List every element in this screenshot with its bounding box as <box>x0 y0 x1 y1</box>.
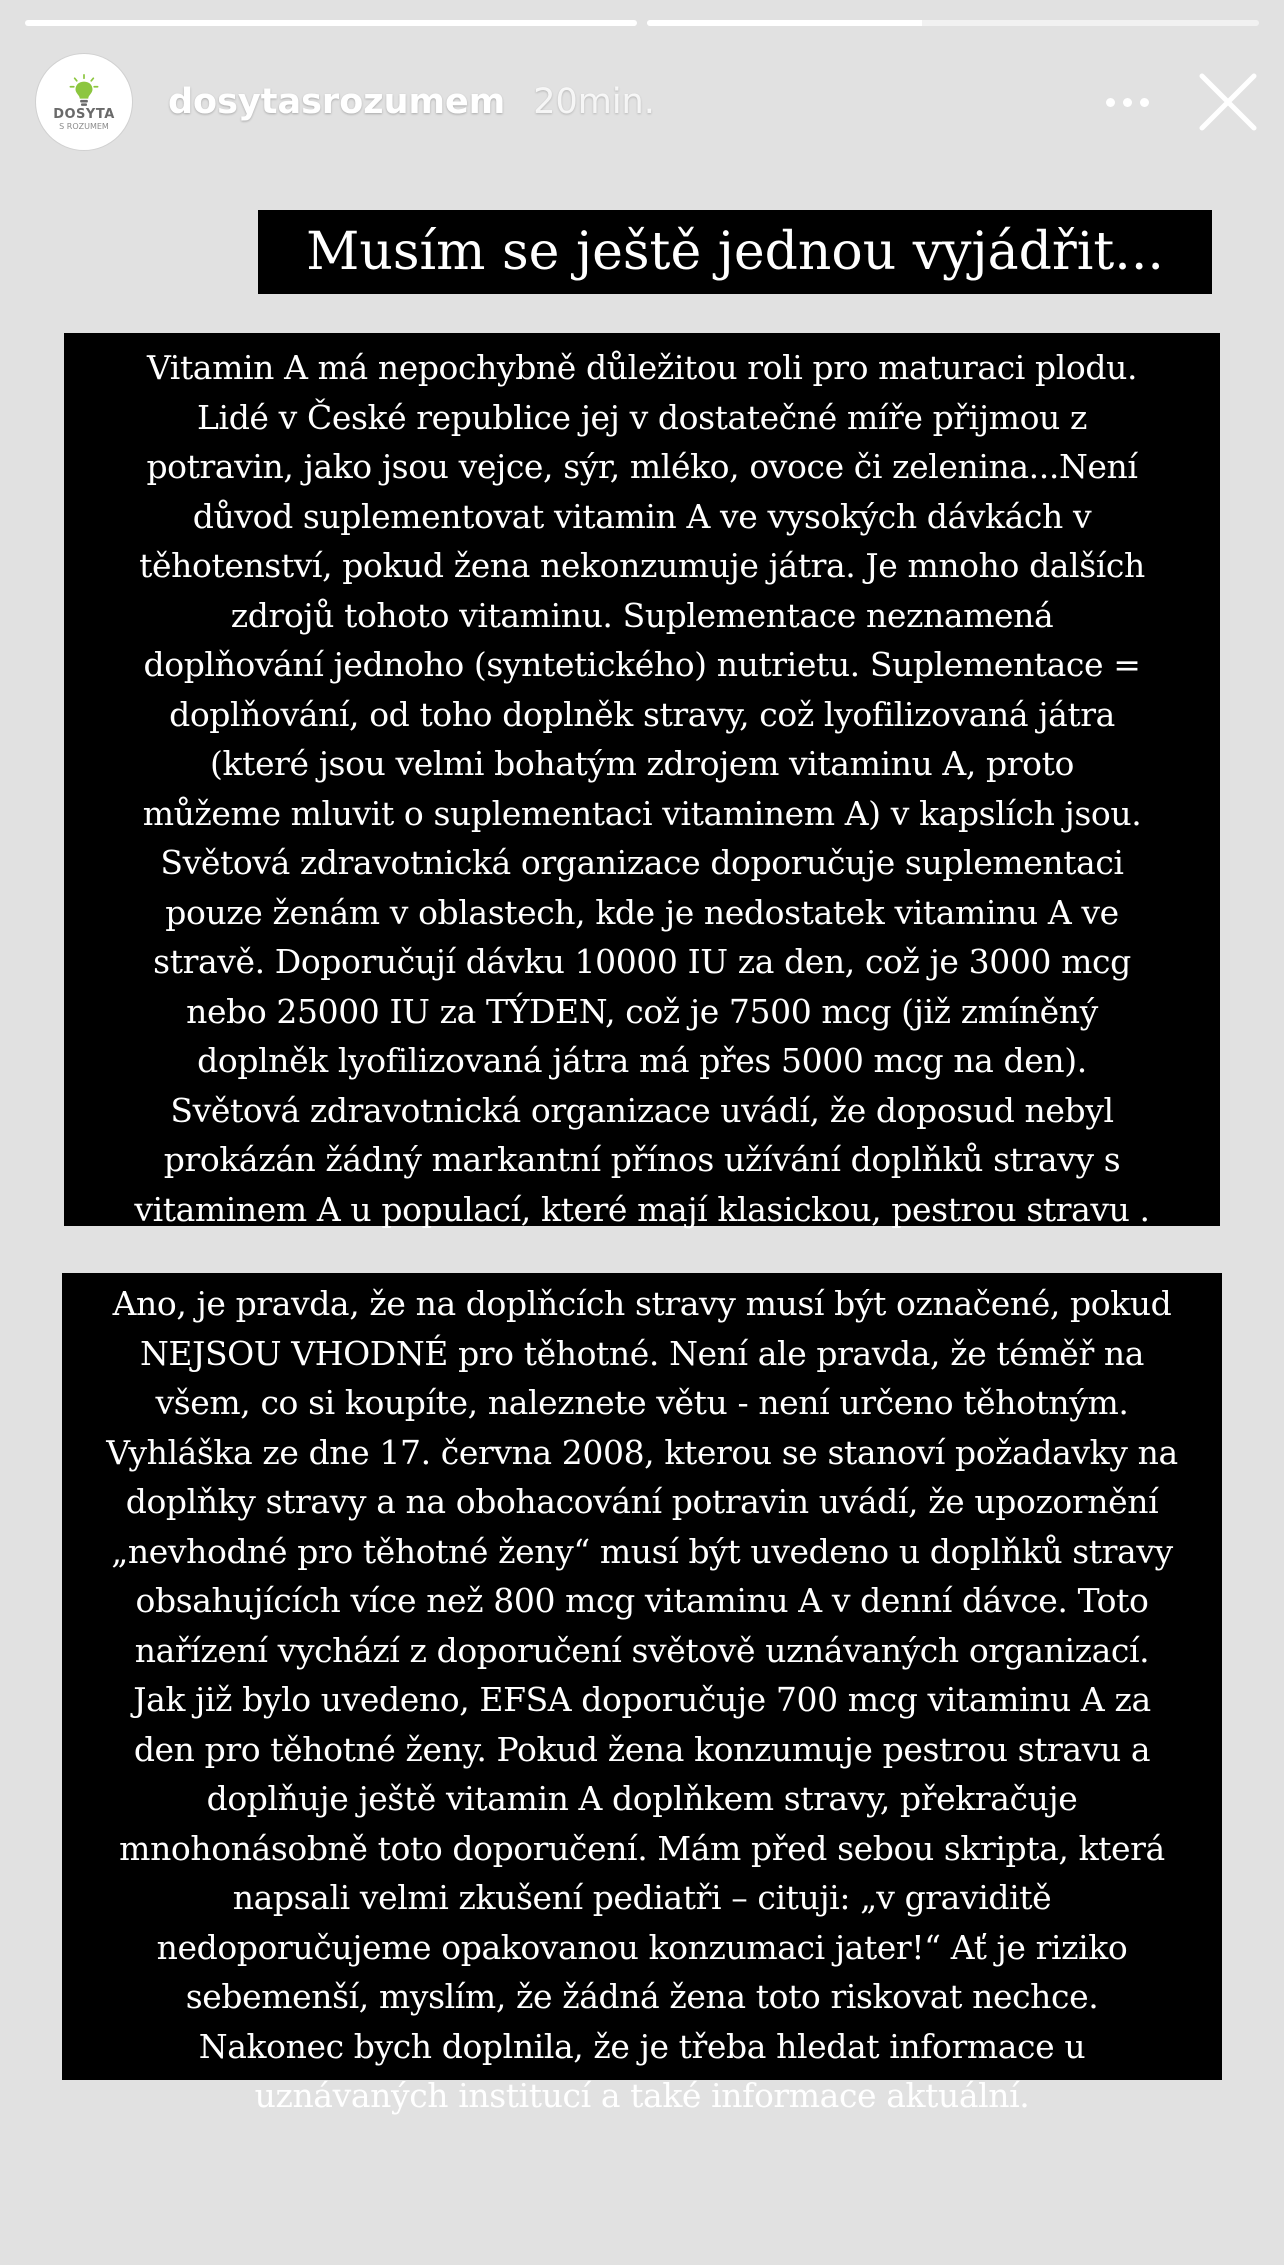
text-line: doplňky stravy a na obohacování potravin uvádí, že upozornění <box>125 1482 1159 1521</box>
text-line: Vitamin A má nepochybně důležitou roli pro maturaci plodu. <box>146 348 1138 387</box>
text-line: obsahujících více než 800 mcg vitaminu A v denní dávce. Toto <box>135 1581 1149 1620</box>
text-line: napsali velmi zkušení pediatři – cituji: „v graviditě <box>232 1878 1052 1917</box>
text-line: Světová zdravotnická organizace doporučuje suplementaci <box>160 843 1124 882</box>
text-line: NEJSOU VHODNÉ pro těhotné. Není ale pravda, že téměř na <box>139 1333 1145 1373</box>
text-line: Lidé v České republice jej v dostatečné míře přijmou z <box>197 397 1087 437</box>
text-line: Nakonec bych doplnila, že je třeba hledat informace u <box>198 2026 1086 2066</box>
story-progress-segment <box>647 20 1259 26</box>
lightbulb-logo-icon <box>67 74 101 108</box>
text-block-supplements <box>62 1273 1222 2115</box>
text-line: (které jsou velmi bohatým zdrojem vitaminu A, proto <box>210 744 1074 783</box>
text-line: Vyhláška ze dne 17. června 2008, kterou se stanoví požadavky na <box>106 1432 1178 1472</box>
post-time: 20min. <box>533 82 655 122</box>
text-line: můžeme mluvit o suplementaci vitaminem A) v kapslích jsou. <box>142 793 1142 833</box>
story-progress-fill <box>647 20 922 26</box>
more-dots-icon <box>1106 98 1115 107</box>
story-progress <box>25 20 1259 26</box>
text-line: zdrojů tohoto vitaminu. Suplementace neznamená <box>230 595 1054 635</box>
story-header <box>36 54 1260 150</box>
text-line: důvod suplementovat vitamin A ve vysokých dávkách v <box>192 496 1092 536</box>
more-options-button[interactable] <box>1092 72 1162 132</box>
text-line: nedoporučujeme opakovanou konzumaci jater!“ Ať je riziko <box>156 1927 1128 1967</box>
text-line: doplněk lyofilizovaná játra má přes 5000 mcg na den). <box>197 1041 1087 1080</box>
story-progress-fill <box>25 20 637 26</box>
text-block-vitamin-a <box>64 333 1220 1229</box>
text-line: pouze ženám v oblastech, kde je nedostatek vitaminu A ve <box>165 892 1119 932</box>
text-line: potravin, jako jsou vejce, sýr, mléko, ovoce či zelenina...Není <box>146 447 1138 486</box>
text-line: doplňuje ještě vitamin A doplňkem stravy, překračuje <box>206 1779 1078 1818</box>
text-line: doplňování, od toho doplněk stravy, což lyofilizovaná játra <box>169 694 1115 734</box>
text-line: prokázán žádný markantní přínos užívání doplňků stravy s <box>163 1140 1121 1179</box>
close-icon <box>1198 72 1258 132</box>
story-progress-segment <box>25 20 637 26</box>
text-line: „nevhodné pro těhotné ženy“ musí být uvedeno u doplňků stravy <box>111 1531 1173 1571</box>
text-line: sebemenší, myslím, že žádná žena toto riskovat nechce. <box>185 1977 1099 2016</box>
text-line: uznávaných institucí a také informace aktuální. <box>254 2076 1030 2115</box>
text-line: všem, co si koupíte, naleznete větu - není určeno těhotným. <box>155 1383 1129 1422</box>
text-line: doplňování jednoho (syntetického) nutrietu. Suplementace = <box>143 645 1141 684</box>
avatar-brand-text: DOSYTA <box>53 106 115 122</box>
avatar-sub-text: S ROZUMEM <box>59 121 109 131</box>
avatar[interactable] <box>36 54 132 150</box>
text-line: mnohonásobně toto doporučení. Mám před sebou skripta, která <box>119 1828 1165 1868</box>
text-line: nebo 25000 IU za TÝDEN, což je 7500 mcg (již zmíněný <box>186 991 1098 1031</box>
text-line: Jak již bylo uvedeno, EFSA doporučuje 700 mcg vitaminu A za <box>133 1680 1151 1719</box>
text-line: stravě. Doporučují dávku 10000 IU za den, což je 3000 mcg <box>153 942 1131 981</box>
close-button[interactable] <box>1196 70 1260 134</box>
text-line: těhotenství, pokud žena nekonzumuje játra. Je mnoho dalších <box>139 546 1145 585</box>
text-line: Ano, je pravda, že na doplňcích stravy musí být označené, pokud <box>112 1284 1172 1323</box>
text-line: vitaminem A u populací, které mají klasickou, pestrou stravu . <box>134 1189 1150 1229</box>
more-dots-icon <box>1123 98 1132 107</box>
text-line: den pro těhotné ženy. Pokud žena konzumuje pestrou stravu a <box>133 1729 1151 1769</box>
more-dots-icon <box>1140 98 1149 107</box>
story-title: Musím se ještě jednou vyjádřit... <box>258 210 1212 294</box>
text-line: nařízení vychází z doporučení světově uznávaných organizací. <box>134 1630 1150 1670</box>
text-line: Světová zdravotnická organizace uvádí, že doposud nebyl <box>170 1090 1114 1130</box>
username[interactable]: dosytasrozumem <box>168 82 506 122</box>
